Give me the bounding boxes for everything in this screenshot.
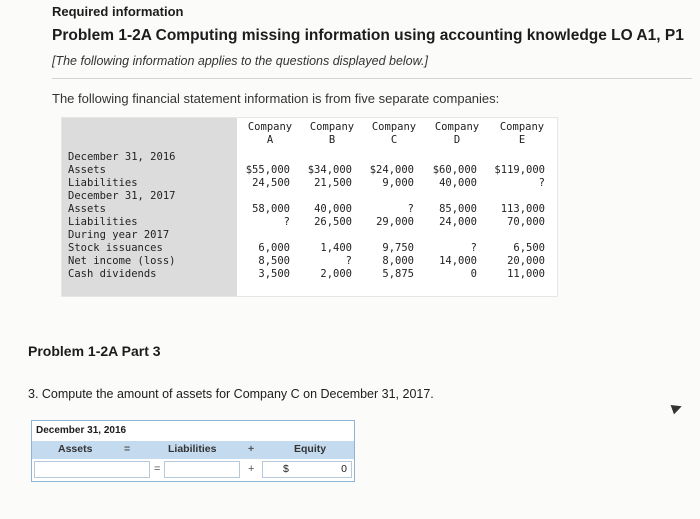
accounting-equation-table [31, 420, 355, 482]
table-cell: 70,000 [507, 216, 545, 228]
column-header-b: Company B [309, 121, 355, 146]
table-cell: 20,000 [507, 255, 545, 267]
table-cell: 11,000 [507, 268, 545, 280]
table-cell: 5,875 [382, 268, 414, 280]
row-label: Liabilities [68, 177, 138, 189]
equity-value: 0 [341, 463, 347, 475]
row-label: December 31, 2016 [68, 151, 176, 163]
table-cell: 40,000 [439, 177, 477, 189]
equation-date-label: December 31, 2016 [36, 425, 127, 436]
mouse-cursor-icon [671, 402, 684, 415]
table-cell: 1,400 [320, 242, 352, 254]
instructions-note: [The following information applies to the questions displayed below.] [52, 54, 428, 68]
table-cell: 58,000 [252, 203, 290, 215]
plus-sign: + [248, 463, 255, 475]
table-cell: 0 [470, 268, 477, 280]
table-cell: 85,000 [439, 203, 477, 215]
row-label: During year 2017 [68, 229, 170, 241]
table-cell: 14,000 [439, 255, 477, 267]
plus-sign: + [248, 443, 255, 455]
row-label: December 31, 2017 [68, 190, 176, 202]
equity-input[interactable] [262, 461, 352, 478]
table-cell: 29,000 [376, 216, 414, 228]
table-cell: ? [538, 177, 545, 189]
table-cell: 6,500 [513, 242, 545, 254]
column-header-c: Company C [371, 121, 417, 146]
table-cell: 26,500 [314, 216, 352, 228]
dollar-sign: $ [283, 463, 289, 475]
table-cell: ? [345, 255, 352, 267]
table-cell: $60,000 [432, 164, 477, 176]
table-cell: 9,750 [382, 242, 414, 254]
table-cell: $119,000 [494, 164, 545, 176]
table-cell: 24,500 [252, 177, 290, 189]
row-label: Assets [68, 164, 106, 176]
table-cell: ? [407, 203, 414, 215]
table-cell: $55,000 [245, 164, 290, 176]
column-header-d: Company D [434, 121, 480, 146]
liabilities-input[interactable] [164, 461, 240, 478]
assets-header: Assets [58, 443, 93, 455]
table-cell: 24,000 [439, 216, 477, 228]
column-header-e: Company E [499, 121, 545, 146]
problem-title: Problem 1-2A Computing missing information using accounting knowledge LO A1, P1 [52, 27, 684, 44]
equals-sign: = [154, 463, 161, 475]
row-label: Cash dividends [68, 268, 157, 280]
question-text: 3. Compute the amount of assets for Company C on December 31, 2017. [28, 387, 434, 401]
column-header-a: Company A [247, 121, 293, 146]
liabilities-header: Liabilities [168, 443, 217, 455]
table-cell: 6,000 [258, 242, 290, 254]
row-label: Assets [68, 203, 106, 215]
table-cell: $24,000 [369, 164, 414, 176]
table-cell: 2,000 [320, 268, 352, 280]
assets-input[interactable] [34, 461, 150, 478]
table-cell: 113,000 [500, 203, 545, 215]
row-label: Net income (loss) [68, 255, 176, 267]
table-cell: 9,000 [382, 177, 414, 189]
divider [52, 78, 692, 79]
table-cell: 40,000 [314, 203, 352, 215]
table-cell: 3,500 [258, 268, 290, 280]
part-title: Problem 1-2A Part 3 [28, 343, 161, 359]
table-cell: 21,500 [314, 177, 352, 189]
intro-text: The following financial statement information is from five separate companies: [52, 91, 500, 106]
equity-header: Equity [294, 443, 327, 455]
row-label: Stock issuances [68, 242, 163, 254]
table-cell: ? [470, 242, 477, 254]
required-information-heading: Required information [52, 4, 184, 19]
table-cell: $34,000 [307, 164, 352, 176]
row-label: Liabilities [68, 216, 138, 228]
table-cell: ? [283, 216, 290, 228]
equals-sign: = [124, 443, 131, 455]
table-cell: 8,000 [382, 255, 414, 267]
table-cell: 8,500 [258, 255, 290, 267]
